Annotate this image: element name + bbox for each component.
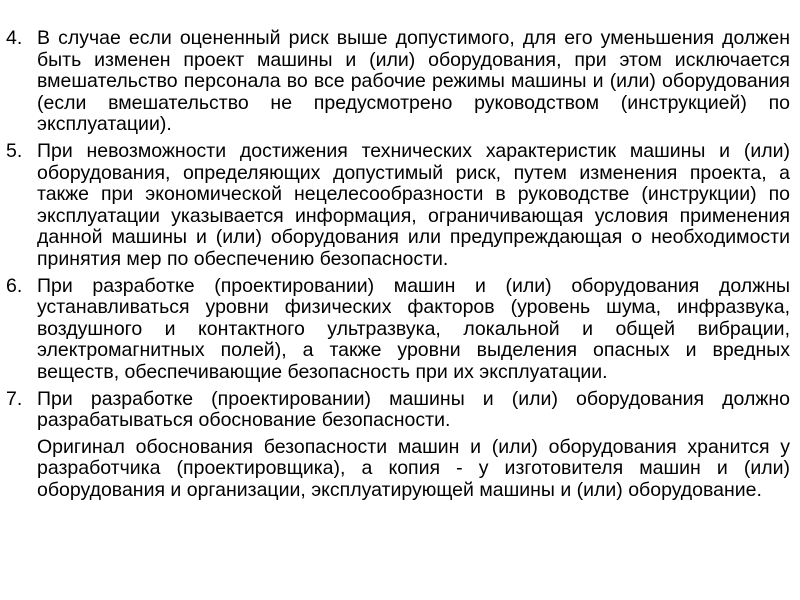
list-item-7 [6,389,790,432]
item-text: При разработке (проектировании) машин и (или) оборудования должны устанавливаться уровни физических факторов (уровень шума, инфразвука, воздушного и контактного ультразвука, локальной и общей вибрации, электромагнитных полей), а также уровни выделения опасных и вредных веществ, обеспечивающие безопасность при их эксплуатации. [37,274,790,383]
list-item-4 [6,28,790,136]
list-item-5 [6,141,790,271]
item-text: При невозможности достижения технических характеристик машины и (или) оборудования, определяющих допустимый риск, путем изменения проекта, а также при экономической нецелесообразности в руководстве (инструкции) по эксплуатации указывается информация, ограничивающая условия применения данной машины и (или) оборудования или предупреждающая о необходимости принятия мер по обеспечению безопасности. [37,139,790,270]
item-number: 4. [6,27,23,49]
item-number: 7. [6,387,23,410]
list-item-6 [6,276,790,384]
item-number: 5. [6,139,23,162]
continuation-paragraph: Оригинал обоснования безопасности машин и (или) оборудования хранится у разработчика (проектировщика), а копия - у изготовителя машин и (или) оборудования и организации, эксплуатирующей машины и (или) оборудование. [37,435,790,501]
item-text: При разработке (проектировании) машины и (или) оборудования должно разрабатываться обоснование безопасности. [37,387,790,432]
item-text: В случае если оцененный риск выше допустимого, для его уменьшения должен быть изменен проект машины и (или) оборудования, при этом исключается вмешательство персонала во все рабочие режимы машины и (или) оборудования (если вмешательство не предусмотрено руководством (инструкцией) по эксплуатации). [37,27,790,136]
item-number: 6. [6,274,23,297]
